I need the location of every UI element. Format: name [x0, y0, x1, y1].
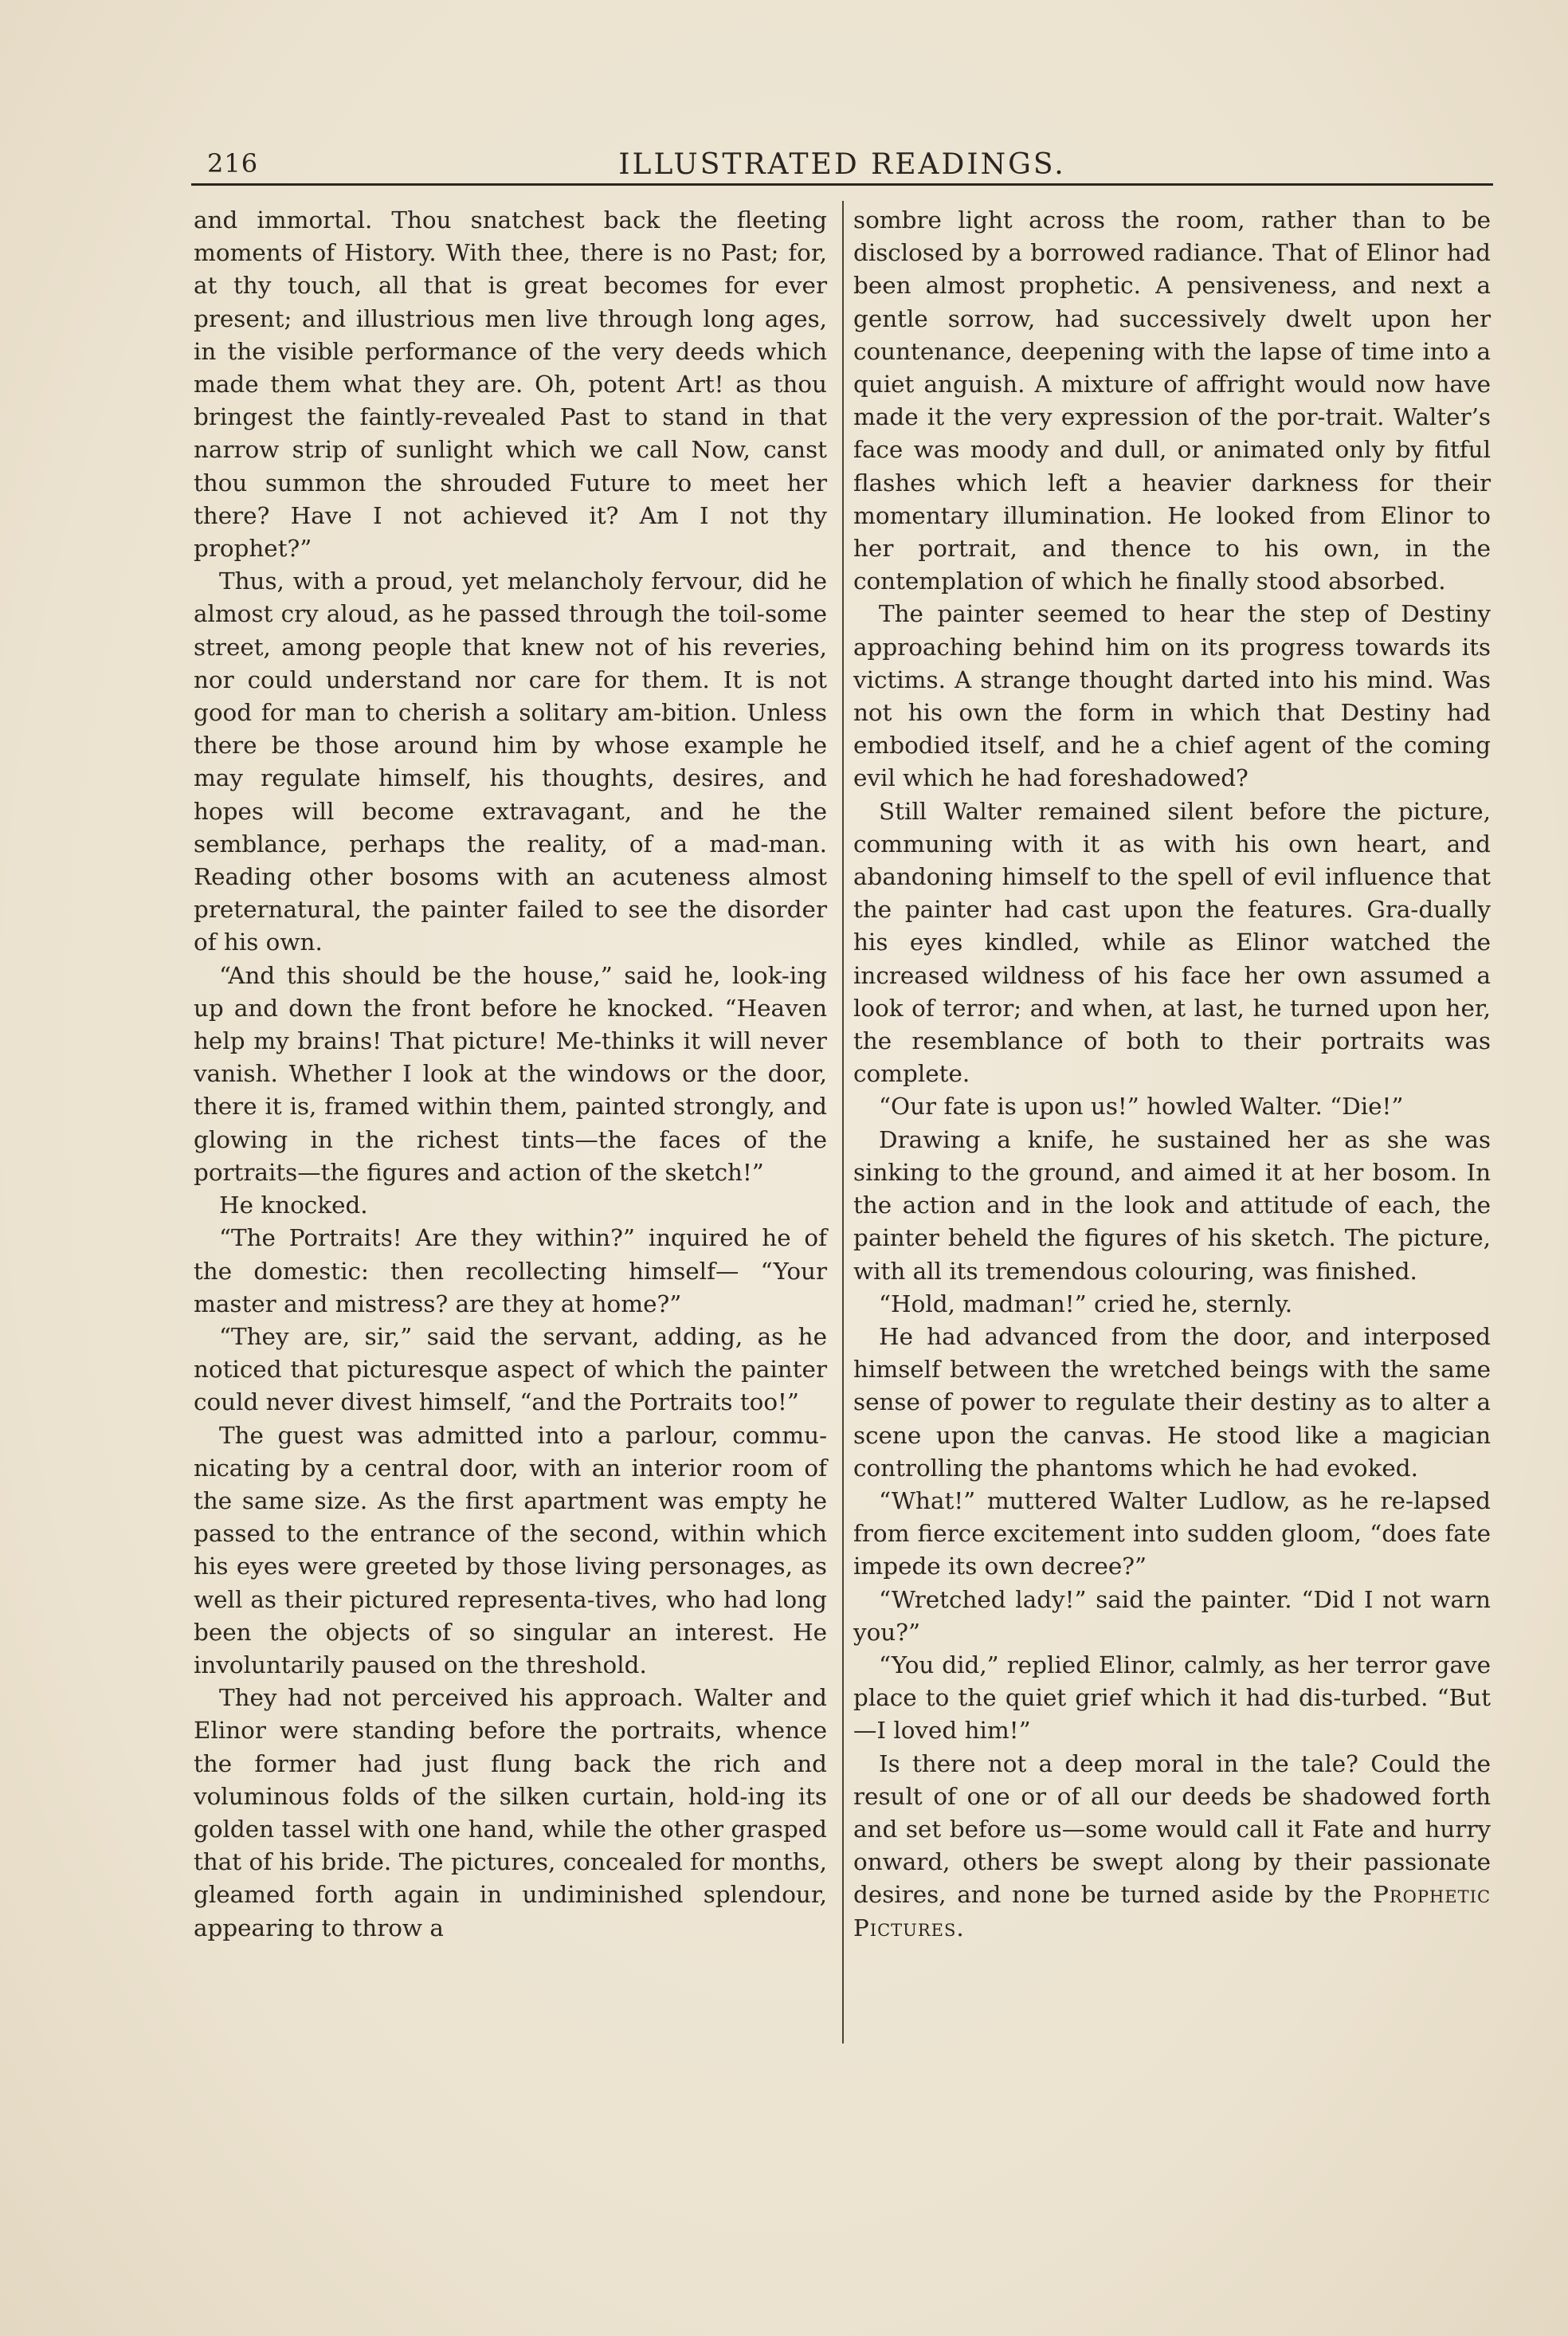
right-column	[853, 204, 1491, 1945]
final-paragraph	[853, 1748, 1491, 1945]
paragraph: They had not perceived his approach. Walter and Elinor were standing before the portraits, whence the former had just flung back the rich and voluminous folds of the silken curtain, hold-ing its golden tassel with one hand, while the other grasped that of his bride. The pictures, concealed for months, gleamed forth again in undiminished splendour, appearing to throw a	[194, 1684, 827, 1941]
running-title: ILLUSTRATED READINGS.	[618, 148, 1066, 181]
paragraph: He knocked.	[219, 1192, 368, 1219]
paragraph: “The Portraits! Are they within?” inquired he of the domestic: then recollecting himself— “Your master and mistress? are they at home?”	[194, 1224, 827, 1317]
paragraph: Still Walter remained silent before the picture, communing with it as with his own heart, and abandoning himself to the spell of evil influence that the painter had cast upon the features. Gra-dually his eyes kindled, while as Elinor watched the increased wildness of his face her own assumed a look of terror; and when, at last, he turned upon her, the resemblance of both to their portraits was complete.	[853, 797, 1491, 1088]
paragraph: “And this should be the house,” said he, look-ing up and down the front before he knocked. “Heaven help my brains! That picture! Me-thinks it will never vanish. Whether I look at the windows or the door, there it is, framed within them, painted strongly, and glowing in the richest tints—the faces of the portraits—the figures and action of the sketch!”	[194, 961, 827, 1186]
paragraph: He had advanced from the door, and interposed himself between the wretched beings with the same sense of power to regulate their destiny as to alter a scene upon the canvas. He stood like a magician controlling the phantoms which he had evoked.	[853, 1322, 1491, 1482]
paragraph: The guest was admitted into a parlour, commu-nicating by a central door, with an interior room of the same size. As the first apartment was empty he passed to the entrance of the second, within which his eyes were greeted by those living personages, as well as their pictured representa-tives, who had long been the objects of so singular an interest. He involuntarily paused on the threshold.	[194, 1421, 827, 1678]
paragraph: Thus, with a proud, yet melancholy fervour, did he almost cry aloud, as he passed through the toil-some street, among people that knew not of his reveries, nor could understand nor care for them. It is not good for man to cherish a solitary am-bition. Unless there be those around him by whose example he may regulate himself, his thoughts, desires, and hopes will become extravagant, and he the semblance, perhaps the reality, of a mad-man. Reading other bosoms with an acuteness almost preternatural, the painter failed to see the disorder of his own.	[194, 567, 827, 956]
page-number: 216	[207, 148, 259, 179]
paragraph: “Wretched lady!” said the painter. “Did I not warn you?”	[853, 1585, 1491, 1646]
paragraph: “Hold, madman!” cried he, sternly.	[879, 1290, 1293, 1317]
column-divider	[842, 201, 844, 2044]
left-column	[194, 204, 827, 1945]
paragraph: “They are, sir,” said the servant, adding, as he noticed that picturesque aspect of which the painter could never divest himself, “and the Portraits too!”	[194, 1322, 827, 1416]
paragraph: sombre light across the room, rather than to be disclosed by a borrowed radiance. That of Elinor had been almost prophetic. A pensiveness, and next a gentle sorrow, had successively dwelt upon her countenance, deepening with the lapse of time into a quiet anguish. A mixture of affright would now have made it the very expression of the por-trait. Walter’s face was moody and dull, or animated only by fitful flashes which left a heavier darkness for their momentary illumination. He looked from Elinor to her portrait, and thence to his own, in the contemplation of which he finally stood absorbed.	[853, 206, 1491, 595]
story-title: Prophetic Pictures.	[853, 1881, 1492, 1941]
paragraph: “What!” muttered Walter Ludlow, as he re-lapsed from fierce excitement into sudden gloom, “does fate impede its own decree?”	[853, 1486, 1491, 1580]
paragraph-text: Is there not a deep moral in the tale? Could the result of one or of all our deeds be shadowed forth and set before us—some would call it Fate and hurry onward, others be swept along by their passionate desires, and none be turned aside by the	[853, 1749, 1491, 1909]
paragraph: and immortal. Thou snatchest back the fleeting moments of History. With thee, there is no Past; for, at thy touch, all that is great becomes for ever present; and illustrious men live through long ages, in the visible performance of the very deeds which made them what they are. Oh, potent Art! as thou bringest the faintly-revealed Past to stand in that narrow strip of sunlight which we call Now, canst thou summon the shrouded Future to meet her there? Have I not achieved it? Am I not thy prophet?”	[194, 206, 827, 563]
paragraph: Drawing a knife, he sustained her as she was sinking to the ground, and aimed it at her bosom. In the action and in the look and attitude of each, the painter beheld the figures of his sketch. The picture, with all its tremendous colouring, was finished.	[853, 1125, 1491, 1285]
page-header	[191, 145, 1493, 185]
header-rule	[191, 183, 1493, 186]
paragraph: The painter seemed to hear the step of Destiny approaching behind him on its progress towards its victims. A strange thought darted into his mind. Was not his own the form in which that Destiny had embodied itself, and he a chief agent of the coming evil which he had foreshadowed?	[853, 600, 1491, 792]
paragraph: “You did,” replied Elinor, calmly, as her terror gave place to the quiet grief which it had dis-turbed. “But—I loved him!”	[853, 1651, 1491, 1745]
paragraph: “Our fate is upon us!” howled Walter. “Die!”	[879, 1093, 1404, 1121]
